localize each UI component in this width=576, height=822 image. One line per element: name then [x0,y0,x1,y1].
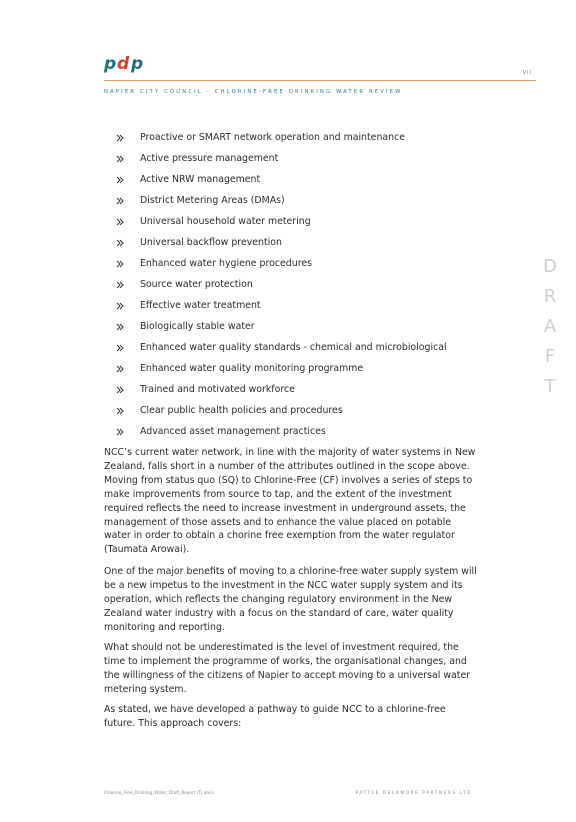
arrow-bullet-icon [116,281,124,289]
arrow-bullet-icon [116,428,124,436]
arrow-bullet-icon [116,197,124,205]
watermark-letter: F [544,346,556,367]
watermark-letter: R [543,286,557,307]
watermark-letter: T [544,376,556,397]
paragraph: NCC’s current water network, in line with the majority of water systems in New Zealand, falls short in a number of the attributes outlined in the scope above. Moving from status quo (SQ) to Chlorine-Free (CF) involves a series of steps to make improvements from source to tap, and the extent of the investment required reflects the need to increase investment in underground assets, the management of those assets and to enhance the value placed on potable water in order to obtain a chorine free exemption from the water regulator (Taumata Arowai). [104,447,476,556]
svg-text:d: d [117,54,130,74]
arrow-bullet-icon [116,365,124,373]
arrow-bullet-icon [116,386,124,394]
page-number: VII [522,70,532,76]
arrow-bullet-icon [116,218,124,226]
list-item-text: Source water protection [140,279,253,290]
watermark-letter: A [543,316,557,337]
header-title: NAPIER CITY COUNCIL - CHLORINE-FREE DRINKING WATER REVIEW [104,89,403,95]
list-item-text: Enhanced water quality monitoring programme [140,363,364,374]
list-item-text: District Metering Areas (DMAs) [140,195,285,206]
arrow-bullet-icon [116,239,124,247]
arrow-bullet-icon [116,407,124,415]
arrow-bullet-icon [116,344,124,352]
list-item-text: Effective water treatment [140,300,261,311]
list-item-text: Advanced asset management practices [140,426,326,437]
list-item-text: Enhanced water quality standards - chemical and microbiological [140,342,447,353]
draft-watermark [542,252,558,402]
list-item-text: Proactive or SMART network operation and maintenance [140,132,405,143]
list-item-text: Clear public health policies and procedures [140,405,343,416]
watermark-letter: D [543,256,557,277]
list-item-text: Enhanced water hygiene procedures [140,258,312,269]
paragraph: As stated, we have developed a pathway to guide NCC to a chlorine-free future. This approach covers: [104,704,446,729]
list-item-text: Biologically stable water [140,321,255,332]
list-item-text: Universal backflow prevention [140,237,282,248]
svg-text:p: p [131,54,144,74]
list-item-text: Trained and motivated workforce [140,384,295,395]
arrow-bullet-icon [116,176,124,184]
footer-filename: Chlorine_Free_Drinking_Water_Draft_Report (T).docx [104,790,214,795]
paragraph: What should not be underestimated is the level of investment required, the time to implement the programme of works, the organisational changes, and the willingness of the citizens of Napier to accept moving to a universal water metering system. [104,642,471,695]
list-item-text: Active pressure management [140,153,279,164]
arrow-bullet-icon [116,260,124,268]
list-item-text: Active NRW management [140,174,261,185]
pdp-logo [104,52,150,76]
list-item-text: Universal household water metering [140,216,311,227]
svg-text:p: p [104,54,117,74]
header-rule [104,80,536,81]
arrow-bullet-icon [116,302,124,310]
arrow-bullet-icon [116,134,124,142]
paragraph: One of the major benefits of moving to a chlorine-free water supply system will be a new impetus to the investment in the NCC water supply system and its operation, which reflects the changing regulatory environment in the New Zealand water industry with a focus on the standard of care, water quality monitoring and reporting. [104,566,477,633]
arrow-bullet-icon [116,323,124,331]
footer-company: PATTLE DELAMORE PARTNERS LTD [355,790,472,795]
arrow-bullet-icon [116,155,124,163]
